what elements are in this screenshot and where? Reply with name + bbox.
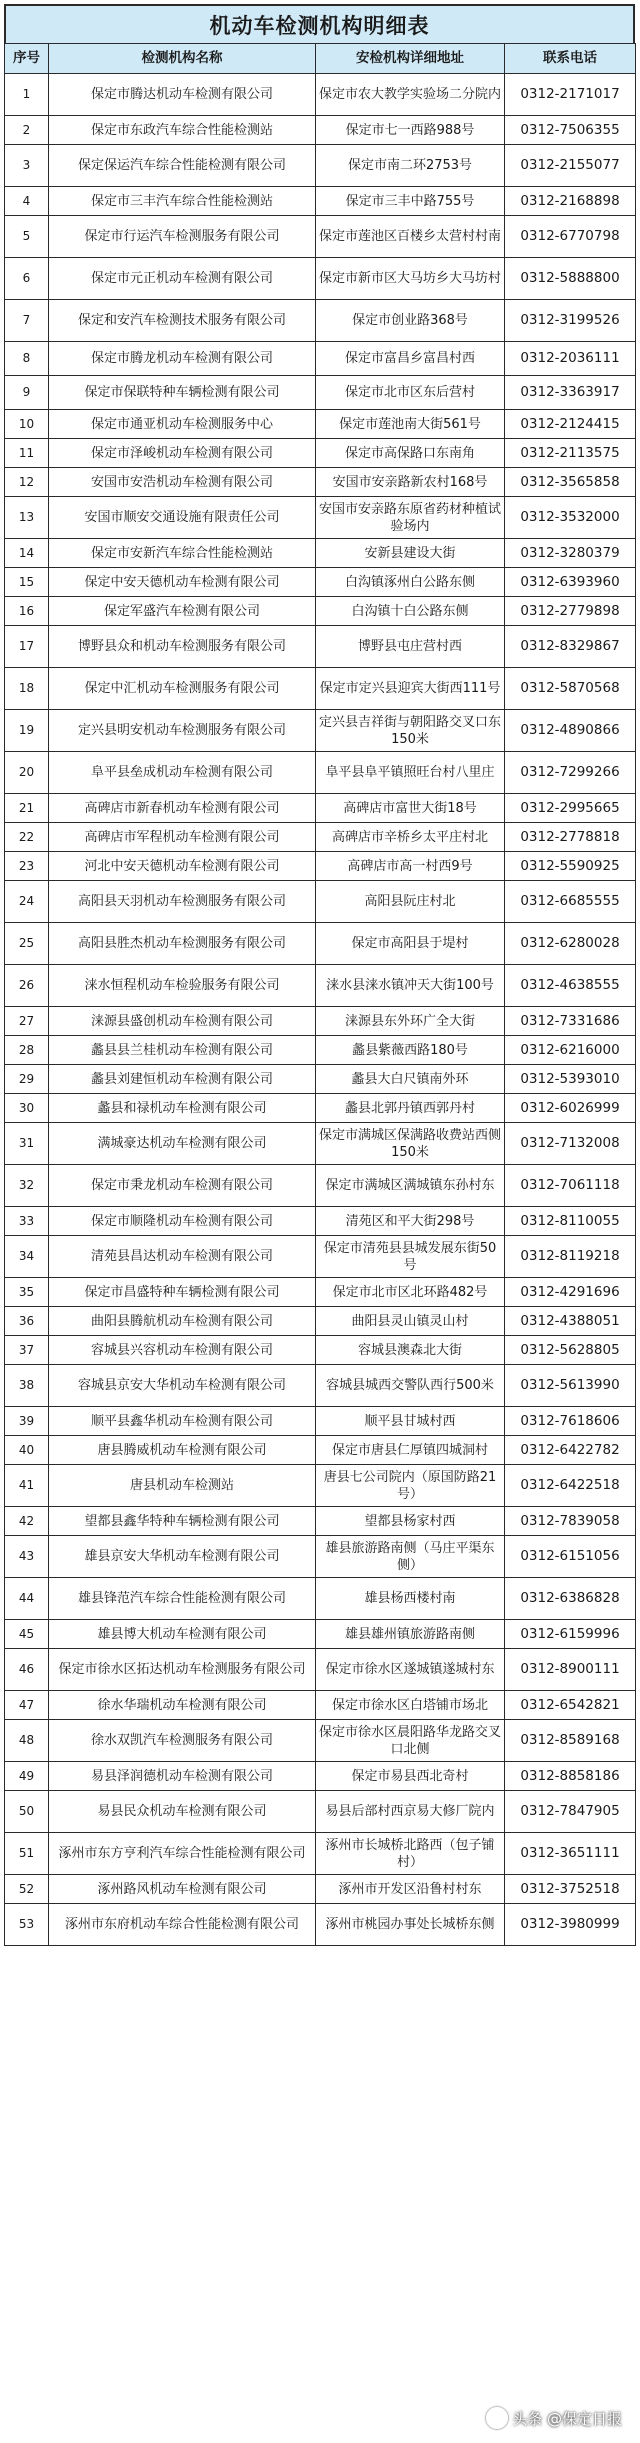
row-address: 高碑店市辛桥乡太平庄村北 (316, 823, 505, 852)
row-name: 安国市安浩机动车检测有限公司 (49, 468, 316, 497)
row-name: 清苑县昌达机动车检测有限公司 (49, 1236, 316, 1278)
row-index: 50 (5, 1791, 49, 1833)
row-index: 42 (5, 1507, 49, 1536)
row-phone: 0312-3752518 (505, 1875, 636, 1904)
row-index: 38 (5, 1365, 49, 1407)
row-phone: 0312-5393010 (505, 1065, 636, 1094)
row-phone: 0312-7506355 (505, 116, 636, 145)
row-index: 10 (5, 410, 49, 439)
row-address: 清苑区和平大街298号 (316, 1207, 505, 1236)
row-name: 定兴县明安机动车检测服务有限公司 (49, 710, 316, 752)
row-index: 22 (5, 823, 49, 852)
row-phone: 0312-6393960 (505, 568, 636, 597)
row-name: 涞水恒程机动车检验服务有限公司 (49, 965, 316, 1007)
row-address: 涞水县涞水镇冲天大街100号 (316, 965, 505, 1007)
row-name: 涞源县盛创机动车检测有限公司 (49, 1007, 316, 1036)
row-name: 保定市昌盛特种车辆检测有限公司 (49, 1278, 316, 1307)
row-index: 15 (5, 568, 49, 597)
row-phone: 0312-8589168 (505, 1720, 636, 1762)
row-address: 蠡县大白尺镇南外环 (316, 1065, 505, 1094)
row-index: 53 (5, 1904, 49, 1946)
row-name: 蠡县刘建恒机动车检测有限公司 (49, 1065, 316, 1094)
row-index: 24 (5, 881, 49, 923)
row-name: 保定市秉龙机动车检测有限公司 (49, 1165, 316, 1207)
row-address: 望都县杨家村西 (316, 1507, 505, 1536)
table-row (5, 823, 636, 852)
table-row (5, 710, 636, 752)
row-address: 保定市七一西路988号 (316, 116, 505, 145)
row-phone: 0312-3651111 (505, 1833, 636, 1875)
row-address: 保定市徐水区晨阳路华龙路交叉口北侧 (316, 1720, 505, 1762)
row-phone: 0312-2036111 (505, 342, 636, 376)
row-name: 徐水双凯汽车检测服务有限公司 (49, 1720, 316, 1762)
row-name: 望都县鑫华特种车辆检测有限公司 (49, 1507, 316, 1536)
row-address: 易县后部村西京易大修厂院内 (316, 1791, 505, 1833)
row-name: 保定市徐水区拓达机动车检测服务有限公司 (49, 1649, 316, 1691)
row-address: 白沟镇涿州白公路东侧 (316, 568, 505, 597)
row-address: 保定市定兴县迎宾大街西111号 (316, 668, 505, 710)
table-row (5, 1507, 636, 1536)
row-phone: 0312-3532000 (505, 497, 636, 539)
row-index: 43 (5, 1536, 49, 1578)
row-index: 33 (5, 1207, 49, 1236)
row-name: 雄县京安大华机动车检测有限公司 (49, 1536, 316, 1578)
row-name: 涿州市东方亨利汽车综合性能检测有限公司 (49, 1833, 316, 1875)
row-name: 顺平县鑫华机动车检测有限公司 (49, 1407, 316, 1436)
row-address: 涿州市开发区沿鲁村村东 (316, 1875, 505, 1904)
row-phone: 0312-6026999 (505, 1094, 636, 1123)
row-name: 保定中汇机动车检测服务有限公司 (49, 668, 316, 710)
header-name: 检测机构名称 (49, 44, 316, 74)
table-row (5, 881, 636, 923)
row-phone: 0312-2778818 (505, 823, 636, 852)
row-name: 高碑店市新春机动车检测有限公司 (49, 794, 316, 823)
table-row (5, 1762, 636, 1791)
row-address: 保定市莲池区百楼乡太营村村南 (316, 216, 505, 258)
table-row (5, 1336, 636, 1365)
row-address: 阜平县阜平镇照旺台村八里庄 (316, 752, 505, 794)
row-index: 39 (5, 1407, 49, 1436)
row-address: 保定市徐水区遂城镇遂城村东 (316, 1649, 505, 1691)
row-phone: 0312-8110055 (505, 1207, 636, 1236)
row-name: 蠡县县兰桂机动车检测有限公司 (49, 1036, 316, 1065)
row-name: 保定市行运汽车检测服务有限公司 (49, 216, 316, 258)
table-row (5, 965, 636, 1007)
row-index: 29 (5, 1065, 49, 1094)
table-row (5, 1065, 636, 1094)
row-address: 保定市高保路口东南角 (316, 439, 505, 468)
table-row (5, 1578, 636, 1620)
row-address: 雄县旅游路南侧（马庄平渠东侧） (316, 1536, 505, 1578)
row-address: 蠡县紫薇西路180号 (316, 1036, 505, 1065)
row-index: 48 (5, 1720, 49, 1762)
row-index: 28 (5, 1036, 49, 1065)
row-phone: 0312-7061118 (505, 1165, 636, 1207)
row-address: 高碑店市富世大街18号 (316, 794, 505, 823)
row-name: 涿州市东府机动车综合性能检测有限公司 (49, 1904, 316, 1946)
row-index: 13 (5, 497, 49, 539)
table-row (5, 923, 636, 965)
row-address: 蠡县北郭丹镇西郭丹村 (316, 1094, 505, 1123)
table-row (5, 1236, 636, 1278)
table-row (5, 1720, 636, 1762)
row-phone: 0312-4388051 (505, 1307, 636, 1336)
row-index: 32 (5, 1165, 49, 1207)
row-index: 52 (5, 1875, 49, 1904)
row-name: 雄县锋范汽车综合性能检测有限公司 (49, 1578, 316, 1620)
row-name: 唐县机动车检测站 (49, 1465, 316, 1507)
row-address: 唐县七公司院内（原国防路21号） (316, 1465, 505, 1507)
row-name: 涿州路风机动车检测有限公司 (49, 1875, 316, 1904)
row-index: 44 (5, 1578, 49, 1620)
row-phone: 0312-4890866 (505, 710, 636, 752)
table-row (5, 1791, 636, 1833)
institutions-table (4, 43, 636, 1946)
row-address: 保定市易县西北奇村 (316, 1762, 505, 1791)
row-phone: 0312-8900111 (505, 1649, 636, 1691)
row-name: 博野县众和机动车检测服务有限公司 (49, 626, 316, 668)
row-phone: 0312-2995665 (505, 794, 636, 823)
row-index: 4 (5, 187, 49, 216)
row-address: 容城县城西交警队西行500米 (316, 1365, 505, 1407)
row-name: 高碑店市军程机动车检测有限公司 (49, 823, 316, 852)
row-index: 1 (5, 74, 49, 116)
row-address: 保定市满城区保满路收费站西侧150米 (316, 1123, 505, 1165)
row-address: 定兴县吉祥街与朝阳路交叉口东150米 (316, 710, 505, 752)
detail-sheet (4, 4, 635, 1946)
row-phone: 0312-5888800 (505, 258, 636, 300)
row-index: 51 (5, 1833, 49, 1875)
row-address: 涞源县东外环广全大街 (316, 1007, 505, 1036)
row-index: 37 (5, 1336, 49, 1365)
row-phone: 0312-3363917 (505, 376, 636, 410)
table-row (5, 1036, 636, 1065)
row-address: 安国市安亲路新农村168号 (316, 468, 505, 497)
table-row (5, 1649, 636, 1691)
watermark-logo-icon (486, 2407, 508, 2429)
table-row (5, 568, 636, 597)
row-name: 河北中安天德机动车检测有限公司 (49, 852, 316, 881)
watermark (486, 2407, 622, 2429)
row-address: 高碑店市高一村西9号 (316, 852, 505, 881)
row-address: 顺平县甘城村西 (316, 1407, 505, 1436)
row-index: 3 (5, 145, 49, 187)
row-phone: 0312-6422518 (505, 1465, 636, 1507)
row-address: 涿州市桃园办事处长城桥东侧 (316, 1904, 505, 1946)
row-phone: 0312-3980999 (505, 1904, 636, 1946)
table-row (5, 145, 636, 187)
header-index: 序号 (5, 44, 49, 74)
row-address: 保定市农大教学实验场二分院内 (316, 74, 505, 116)
table-row (5, 1307, 636, 1336)
row-phone: 0312-7847905 (505, 1791, 636, 1833)
row-name: 安国市顺安交通设施有限责任公司 (49, 497, 316, 539)
row-phone: 0312-7299266 (505, 752, 636, 794)
row-name: 保定市腾达机动车检测有限公司 (49, 74, 316, 116)
row-name: 阜平县垒成机动车检测有限公司 (49, 752, 316, 794)
row-phone: 0312-6685555 (505, 881, 636, 923)
header-row (5, 44, 636, 74)
row-name: 保定保运汽车综合性能检测有限公司 (49, 145, 316, 187)
row-index: 25 (5, 923, 49, 965)
row-name: 曲阳县腾航机动车检测有限公司 (49, 1307, 316, 1336)
row-name: 保定军盛汽车检测有限公司 (49, 597, 316, 626)
table-row (5, 1207, 636, 1236)
row-name: 徐水华瑞机动车检测有限公司 (49, 1691, 316, 1720)
row-name: 雄县博大机动车检测有限公司 (49, 1620, 316, 1649)
row-index: 26 (5, 965, 49, 1007)
row-name: 保定市保联特种车辆检测有限公司 (49, 376, 316, 410)
row-index: 21 (5, 794, 49, 823)
row-index: 23 (5, 852, 49, 881)
row-address: 保定市高阳县于堤村 (316, 923, 505, 965)
table-row (5, 74, 636, 116)
row-address: 保定市富昌乡富昌村西 (316, 342, 505, 376)
table-row (5, 852, 636, 881)
row-address: 保定市创业路368号 (316, 300, 505, 342)
row-phone: 0312-3199526 (505, 300, 636, 342)
table-row (5, 539, 636, 568)
row-address: 容城县澳森北大街 (316, 1336, 505, 1365)
row-index: 14 (5, 539, 49, 568)
row-phone: 0312-6159996 (505, 1620, 636, 1649)
row-phone: 0312-2113575 (505, 439, 636, 468)
row-phone: 0312-2779898 (505, 597, 636, 626)
table-row (5, 1365, 636, 1407)
table-row (5, 1436, 636, 1465)
row-name: 蠡县和禄机动车检测有限公司 (49, 1094, 316, 1123)
table-row (5, 116, 636, 145)
row-name: 保定市东政汽车综合性能检测站 (49, 116, 316, 145)
table-row (5, 1875, 636, 1904)
row-name: 保定和安汽车检测技术服务有限公司 (49, 300, 316, 342)
row-address: 保定市三丰中路755号 (316, 187, 505, 216)
row-phone: 0312-3565858 (505, 468, 636, 497)
row-index: 36 (5, 1307, 49, 1336)
row-address: 保定市清苑县县城发展东街50号 (316, 1236, 505, 1278)
row-index: 49 (5, 1762, 49, 1791)
row-phone: 0312-6422782 (505, 1436, 636, 1465)
row-name: 保定市三丰汽车综合性能检测站 (49, 187, 316, 216)
row-phone: 0312-8119218 (505, 1236, 636, 1278)
row-index: 41 (5, 1465, 49, 1507)
table-row (5, 1465, 636, 1507)
row-index: 16 (5, 597, 49, 626)
table-row (5, 1007, 636, 1036)
row-phone: 0312-6542821 (505, 1691, 636, 1720)
table-row (5, 1620, 636, 1649)
table-row (5, 668, 636, 710)
row-name: 满城豪达机动车检测有限公司 (49, 1123, 316, 1165)
row-phone: 0312-5590925 (505, 852, 636, 881)
table-row (5, 1094, 636, 1123)
table-body (5, 74, 636, 1946)
row-index: 9 (5, 376, 49, 410)
row-address: 保定市北市区东后营村 (316, 376, 505, 410)
row-phone: 0312-4638555 (505, 965, 636, 1007)
row-index: 30 (5, 1094, 49, 1123)
row-phone: 0312-6216000 (505, 1036, 636, 1065)
row-index: 31 (5, 1123, 49, 1165)
row-phone: 0312-2155077 (505, 145, 636, 187)
table-row (5, 258, 636, 300)
table-row (5, 1165, 636, 1207)
row-index: 17 (5, 626, 49, 668)
row-name: 高阳县胜杰机动车检测服务有限公司 (49, 923, 316, 965)
row-phone: 0312-6151056 (505, 1536, 636, 1578)
row-index: 5 (5, 216, 49, 258)
row-phone: 0312-2124415 (505, 410, 636, 439)
table-row (5, 1123, 636, 1165)
table-row (5, 597, 636, 626)
row-phone: 0312-5870568 (505, 668, 636, 710)
row-index: 8 (5, 342, 49, 376)
row-phone: 0312-2171017 (505, 74, 636, 116)
row-phone: 0312-4291696 (505, 1278, 636, 1307)
row-name: 易县民众机动车检测有限公司 (49, 1791, 316, 1833)
row-phone: 0312-6386828 (505, 1578, 636, 1620)
row-phone: 0312-3280379 (505, 539, 636, 568)
table-row (5, 497, 636, 539)
row-name: 保定市元正机动车检测有限公司 (49, 258, 316, 300)
row-phone: 0312-5628805 (505, 1336, 636, 1365)
row-address: 博野县屯庄营村西 (316, 626, 505, 668)
row-index: 27 (5, 1007, 49, 1036)
table-row (5, 216, 636, 258)
row-phone: 0312-6770798 (505, 216, 636, 258)
row-name: 保定市泽峻机动车检测有限公司 (49, 439, 316, 468)
row-address: 雄县杨西楼村南 (316, 1578, 505, 1620)
row-phone: 0312-7839058 (505, 1507, 636, 1536)
row-index: 19 (5, 710, 49, 752)
table-row (5, 1407, 636, 1436)
row-name: 唐县腾威机动车检测有限公司 (49, 1436, 316, 1465)
row-index: 46 (5, 1649, 49, 1691)
table-row (5, 794, 636, 823)
table-row (5, 752, 636, 794)
row-address: 安新县建设大街 (316, 539, 505, 568)
header-phone: 联系电话 (505, 44, 636, 74)
row-name: 高阳县天羽机动车检测服务有限公司 (49, 881, 316, 923)
table-row (5, 410, 636, 439)
row-address: 保定市唐县仁厚镇四城洞村 (316, 1436, 505, 1465)
row-index: 35 (5, 1278, 49, 1307)
row-index: 20 (5, 752, 49, 794)
table-row (5, 1833, 636, 1875)
table-row (5, 468, 636, 497)
row-address: 安国市安亲路东原省药材种植试验场内 (316, 497, 505, 539)
row-index: 40 (5, 1436, 49, 1465)
row-address: 涿州市长城桥北路西（包子铺村） (316, 1833, 505, 1875)
row-index: 34 (5, 1236, 49, 1278)
row-index: 18 (5, 668, 49, 710)
row-address: 白沟镇十白公路东侧 (316, 597, 505, 626)
row-name: 保定市顺隆机动车检测有限公司 (49, 1207, 316, 1236)
row-name: 保定中安天德机动车检测有限公司 (49, 568, 316, 597)
table-row (5, 439, 636, 468)
row-phone: 0312-7618606 (505, 1407, 636, 1436)
table-row (5, 1904, 636, 1946)
row-phone: 0312-8858186 (505, 1762, 636, 1791)
watermark-text: 头条 @保定日报 (512, 2409, 622, 2428)
table-title: 机动车检测机构明细表 (4, 4, 635, 43)
row-index: 2 (5, 116, 49, 145)
row-phone: 0312-6280028 (505, 923, 636, 965)
row-index: 6 (5, 258, 49, 300)
row-phone: 0312-7132008 (505, 1123, 636, 1165)
row-address: 高阳县阮庄村北 (316, 881, 505, 923)
row-index: 11 (5, 439, 49, 468)
row-index: 45 (5, 1620, 49, 1649)
table-row (5, 1278, 636, 1307)
table-row (5, 187, 636, 216)
row-address: 雄县雄州镇旅游路南侧 (316, 1620, 505, 1649)
row-index: 7 (5, 300, 49, 342)
header-address: 安检机构详细地址 (316, 44, 505, 74)
row-address: 保定市徐水区白塔铺市场北 (316, 1691, 505, 1720)
row-phone: 0312-2168898 (505, 187, 636, 216)
row-address: 保定市新市区大马坊乡大马坊村 (316, 258, 505, 300)
table-row (5, 626, 636, 668)
row-address: 保定市南二环2753号 (316, 145, 505, 187)
table-row (5, 376, 636, 410)
row-phone: 0312-7331686 (505, 1007, 636, 1036)
row-address: 保定市满城区满城镇东孙村东 (316, 1165, 505, 1207)
table-row (5, 342, 636, 376)
row-name: 容城县京安大华机动车检测有限公司 (49, 1365, 316, 1407)
row-address: 保定市莲池南大街561号 (316, 410, 505, 439)
row-name: 保定市安新汽车综合性能检测站 (49, 539, 316, 568)
row-phone: 0312-5613990 (505, 1365, 636, 1407)
row-address: 保定市北市区北环路482号 (316, 1278, 505, 1307)
table-row (5, 1691, 636, 1720)
row-name: 容城县兴容机动车检测有限公司 (49, 1336, 316, 1365)
row-name: 易县泽润德机动车检测有限公司 (49, 1762, 316, 1791)
row-name: 保定市通亚机动车检测服务中心 (49, 410, 316, 439)
row-address: 曲阳县灵山镇灵山村 (316, 1307, 505, 1336)
row-index: 47 (5, 1691, 49, 1720)
table-row (5, 300, 636, 342)
row-phone: 0312-8329867 (505, 626, 636, 668)
row-index: 12 (5, 468, 49, 497)
table-row (5, 1536, 636, 1578)
row-name: 保定市腾龙机动车检测有限公司 (49, 342, 316, 376)
